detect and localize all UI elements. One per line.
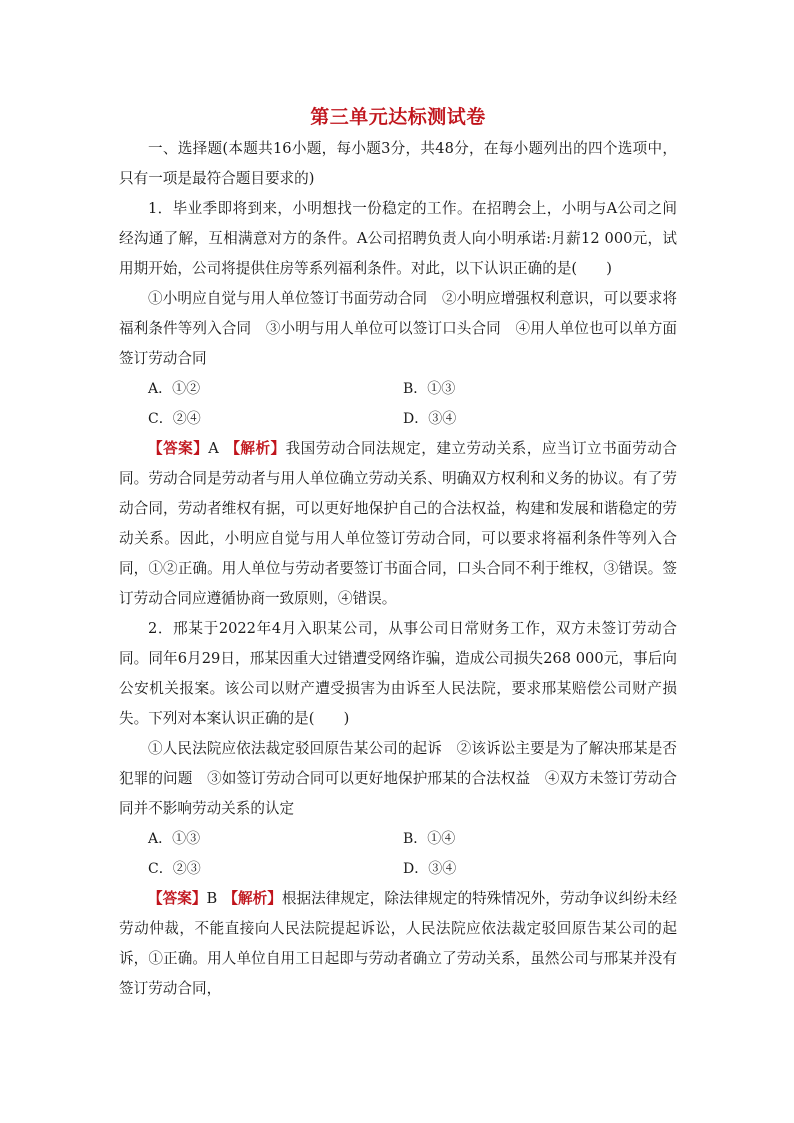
options-row — [119, 854, 677, 884]
option-c: C．②④ — [148, 411, 201, 427]
exam-page — [119, 100, 677, 1004]
option-d: D．③④ — [403, 411, 457, 427]
option-c: C．②③ — [148, 861, 201, 877]
analysis-text: 根据法律规定，除法律规定的特殊情况外，劳动争议纠纷未经劳动仲裁，不能直接向人民法院提起诉讼，人民法院应依法裁定驳回原告某公司的起诉，①正确。用人单位自用工日起即与劳动者确立了劳动关系，虽然公司与邢某并没有签订劳动合同， — [119, 890, 677, 997]
option-b: B．①④ — [403, 831, 456, 847]
question-statements: ①人民法院应依法裁定驳回原告某公司的起诉 ②该诉讼主要是为了解决邢某是否犯罪的问题 ③如签订劳动合同可以更好地保护邢某的合法权益 ④双方未签订劳动合同并不影响劳动关系的认定 — [119, 740, 677, 817]
answer-value: A — [208, 440, 219, 457]
answer-tag: 【答案】 — [148, 440, 209, 457]
option-b: B．①③ — [403, 381, 456, 397]
options-row — [119, 824, 677, 854]
options-row — [119, 404, 677, 434]
question-1 — [119, 194, 677, 614]
answer-analysis — [119, 884, 677, 1004]
option-a: A．①② — [148, 381, 201, 397]
answer-analysis — [119, 434, 677, 614]
options-row — [119, 374, 677, 404]
answer-value: B — [206, 890, 218, 907]
analysis-tag: 【解析】 — [223, 890, 282, 907]
section-heading: 一、选择题(本题共16小题，每小题3分，共48分，在每小题列出的四个选项中，只有一项是最符合题目要求的) — [119, 140, 677, 187]
analysis-tag: 【解析】 — [224, 440, 286, 457]
analysis-text: 我国劳动合同法规定，建立劳动关系，应当订立书面劳动合同。劳动合同是劳动者与用人单位确立劳动关系、明确双方权利和义务的协议。有了劳动合同，劳动者维权有据，可以更好地保护自己的合法权益，构建和发展和谐稳定的劳动关系。因此，小明应自觉与用人单位签订劳动合同，可以要求将福利条件等列入合同，①②正确。用人单位与劳动者要签订书面合同，口头合同不利于维权，③错误。签订劳动合同应遵循协商一致原则，④错误。 — [119, 440, 677, 607]
question-statements: ①小明应自觉与用人单位签订书面劳动合同 ②小明应增强权利意识，可以要求将福利条件等列入合同 ③小明与用人单位可以签订口头合同 ④用人单位也可以单方面签订劳动合同 — [119, 290, 677, 367]
answer-tag: 【答案】 — [148, 890, 207, 907]
question-stem: 2．邢某于2022年4月入职某公司，从事公司日常财务工作，双方未签订劳动合同。同年6月29日，邢某因重大过错遭受网络诈骗，造成公司损失268 000元，事后向公安机关报案。该公司以财产遭受损害为由诉至人民法院，要求邢某赔偿公司财产损失。下列对本案认识正确的是( ) — [119, 620, 677, 727]
option-d: D．③④ — [403, 861, 457, 877]
page-title: 第三单元达标测试卷 — [310, 106, 486, 128]
question-2 — [119, 614, 677, 1004]
question-stem: 1．毕业季即将到来，小明想找一份稳定的工作。在招聘会上，小明与A公司之间经沟通了解，互相满意对方的条件。A公司招聘负责人向小明承诺:月薪12 000元，试用期开始，公司将提供住房等系列福利条件。对此，以下认识正确的是( ) — [119, 200, 677, 277]
option-a: A．①③ — [148, 831, 201, 847]
